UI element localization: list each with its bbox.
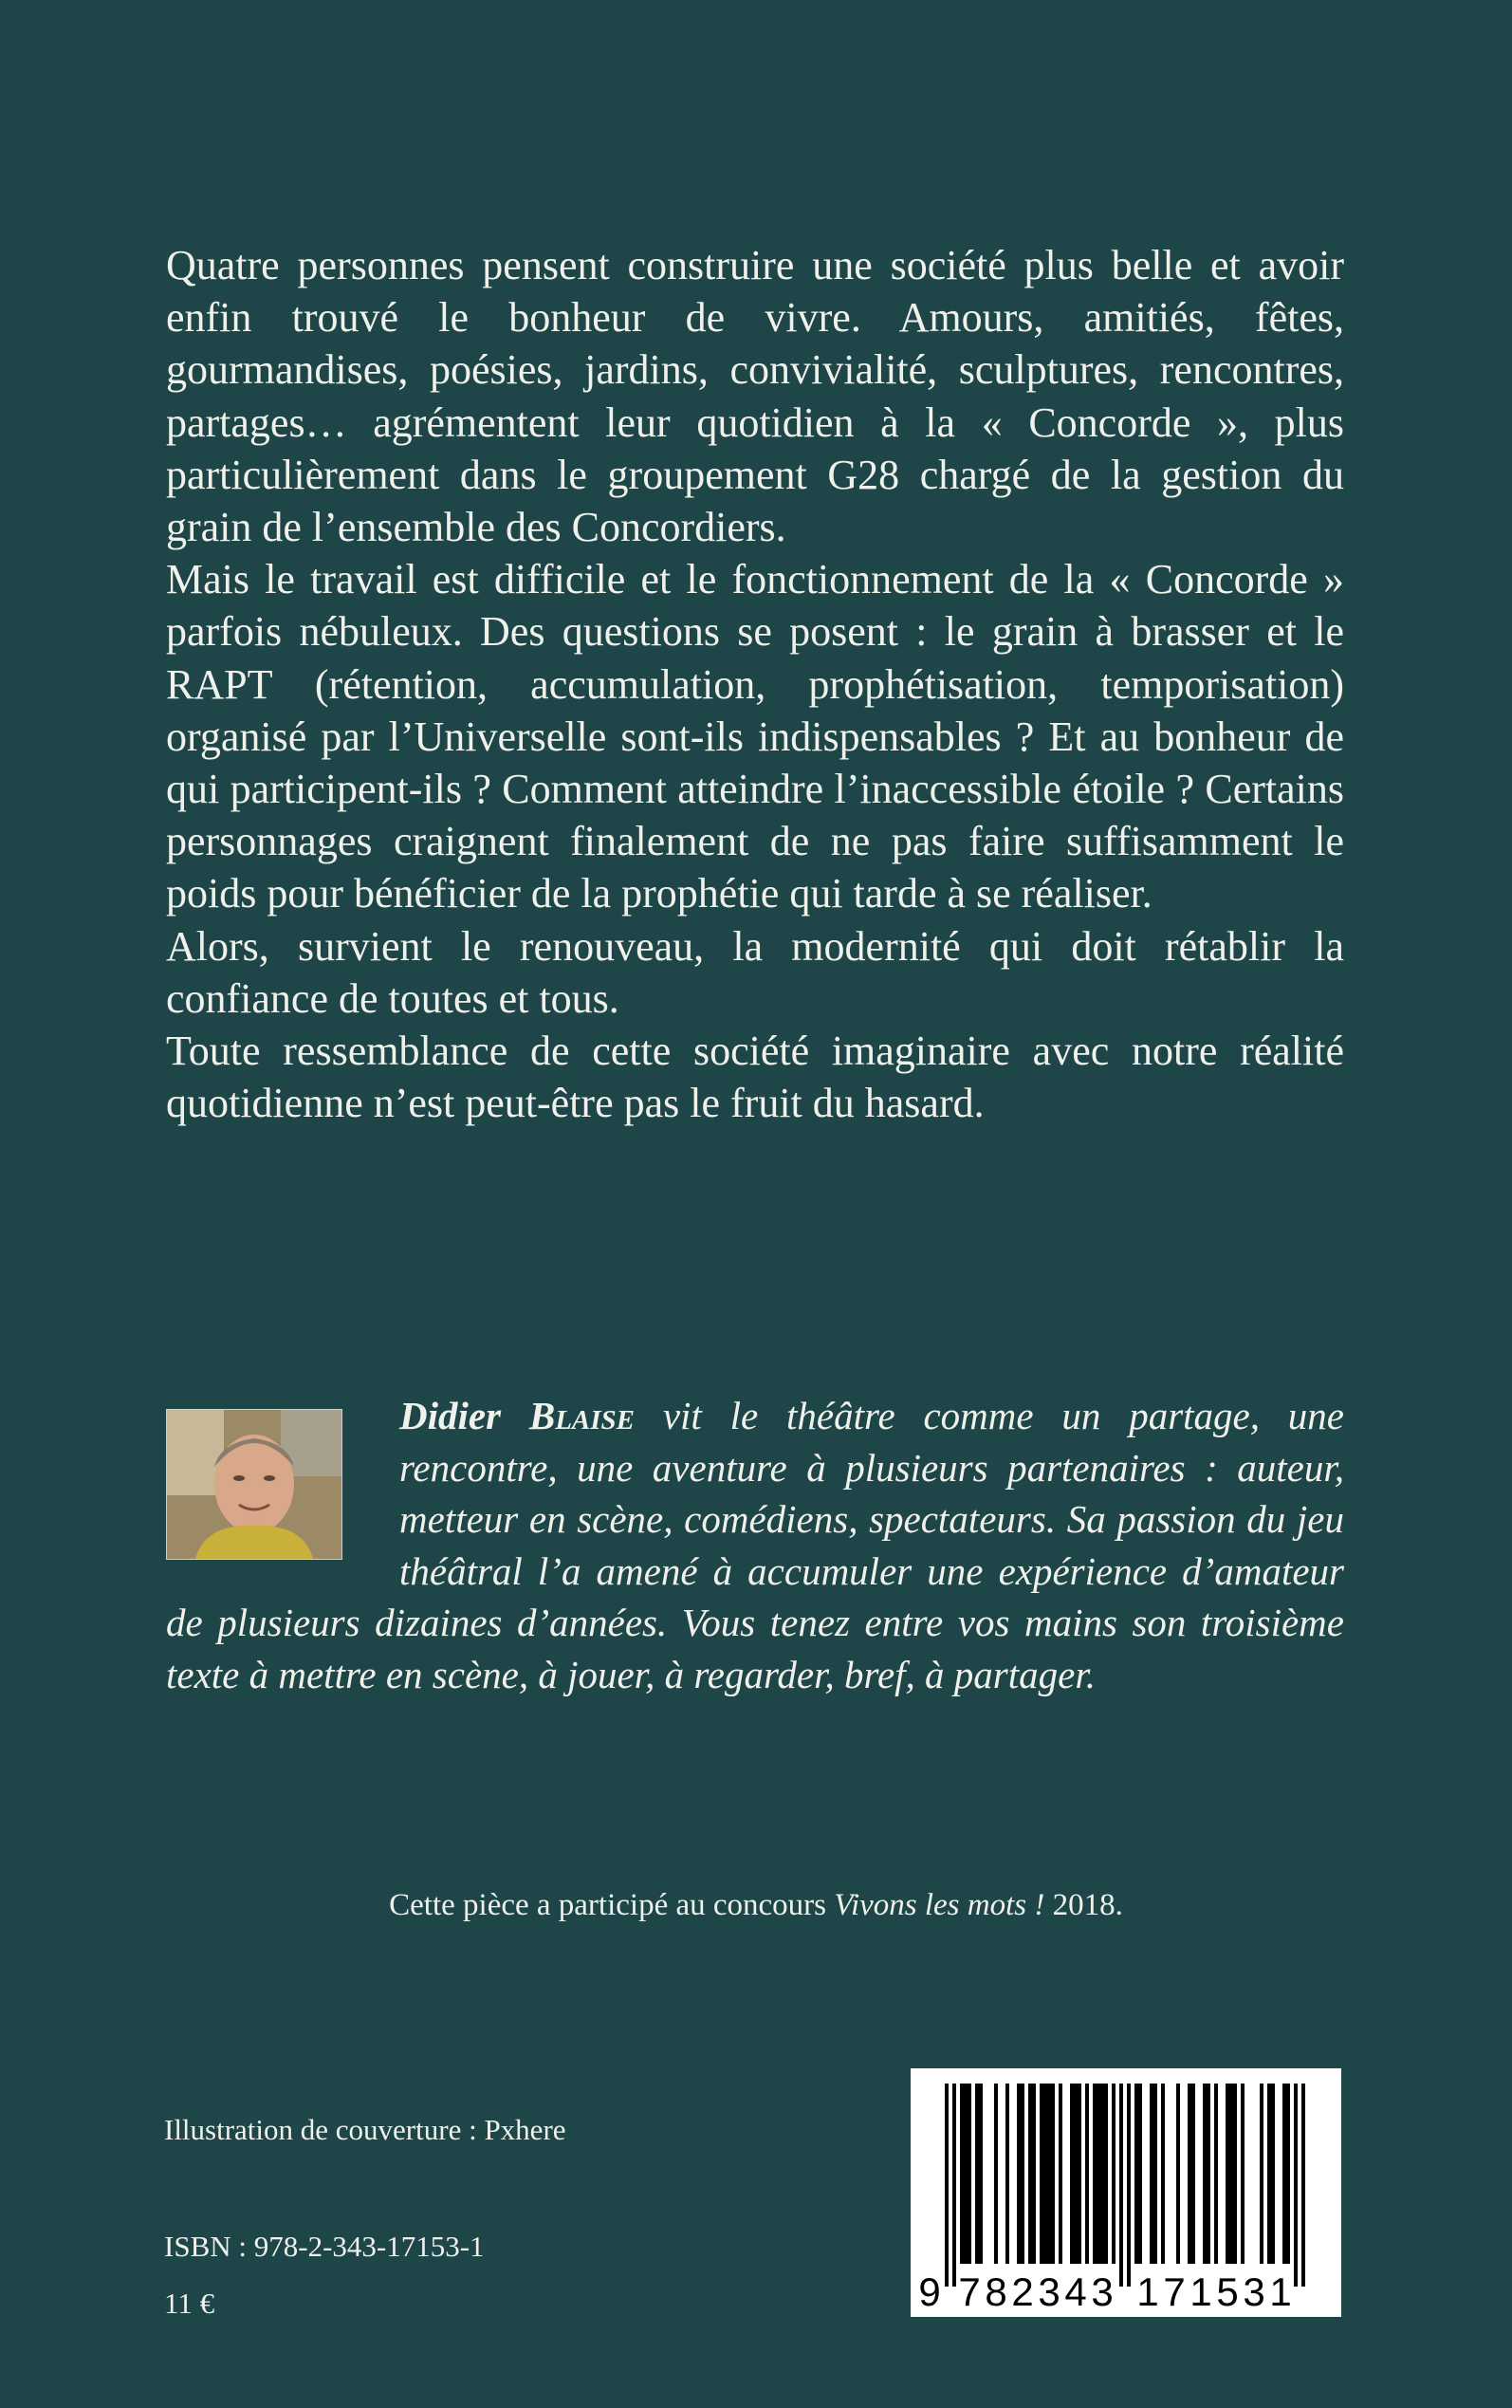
barcode-digit: 3	[1038, 2269, 1060, 2314]
barcode-bar	[945, 2084, 949, 2287]
barcode-digit: 1	[1136, 2269, 1159, 2314]
barcode	[911, 2068, 1341, 2317]
barcode-bar	[975, 2084, 979, 2264]
barcode-bar	[1286, 2084, 1290, 2264]
barcode-bar	[1229, 2084, 1233, 2264]
barcode-bar	[1127, 2084, 1131, 2287]
barcode-digit: 8	[985, 2269, 1007, 2314]
author-portrait-image	[167, 1410, 341, 1559]
barcode-bar	[1119, 2084, 1123, 2287]
barcode-bar	[1078, 2084, 1081, 2264]
barcode-bar	[1059, 2084, 1062, 2264]
barcode-bar	[1097, 2084, 1100, 2264]
blurb-paragraph: Alors, survient le renouveau, la modernité qui doit rétablir la confiance de toutes et tous.	[166, 922, 1344, 1022]
author-surname: Blaise	[528, 1394, 636, 1437]
price-text: 11 €	[164, 2287, 215, 2320]
barcode-bar	[964, 2084, 968, 2264]
barcode-bar	[1104, 2084, 1108, 2264]
barcode-bar	[968, 2084, 971, 2264]
barcode-bar	[1093, 2084, 1097, 2264]
blurb-paragraph: Quatre personnes pensent construire une société plus belle et avoir enfin trouvé le bonheur de vivre. Amours, amitiés, fêtes, gourmandises, poésies, jardins, convivialité, sculptures, rencontres, partages… agrémentent leur quotidien à la « Concorde », plus particulièrement dans le groupement G28 chargé de la gestion du grain de l’ensemble des Concordiers.	[166, 242, 1344, 551]
barcode-bar	[1085, 2084, 1089, 2264]
barcode-bar	[1207, 2084, 1210, 2264]
barcode-bar	[1138, 2084, 1142, 2264]
barcode-digit: 9	[918, 2269, 941, 2314]
barcode-bar	[1150, 2084, 1153, 2264]
barcode-bar	[960, 2084, 964, 2264]
barcode-bar	[1161, 2084, 1165, 2264]
barcode-bar	[1040, 2084, 1043, 2264]
barcode-digit: 1	[1269, 2269, 1292, 2314]
barcode-bar	[1214, 2084, 1218, 2264]
barcode-bar	[1233, 2084, 1237, 2264]
barcode-bar	[1176, 2084, 1180, 2264]
author-first-name: Didier	[399, 1394, 502, 1437]
barcode-bar	[1267, 2084, 1271, 2264]
barcode-bar	[952, 2084, 956, 2287]
barcode-bar	[1188, 2084, 1191, 2264]
contest-prefix: Cette pièce a participé au concours	[389, 1888, 835, 1922]
barcode-bar	[1226, 2084, 1229, 2264]
back-cover-blurb	[166, 239, 1344, 1129]
barcode-bar	[1241, 2084, 1245, 2264]
barcode-digit: 1	[1189, 2269, 1212, 2314]
barcode-bar	[1070, 2084, 1074, 2264]
barcode-bar	[1271, 2084, 1275, 2264]
barcode-bar	[1260, 2084, 1263, 2264]
barcode-bar	[1112, 2084, 1116, 2264]
isbn-text: ISBN : 978-2-343-17153-1	[164, 2230, 485, 2263]
barcode-digit: 3	[1091, 2269, 1114, 2314]
barcode-bar	[1153, 2084, 1157, 2264]
barcode-bar	[1005, 2084, 1009, 2264]
barcode-graphic	[911, 2068, 1341, 2317]
barcode-digit: 3	[1243, 2269, 1265, 2314]
barcode-bar	[1074, 2084, 1078, 2264]
barcode-bar	[1047, 2084, 1051, 2264]
barcode-bar	[1134, 2084, 1138, 2264]
barcode-bar	[1017, 2084, 1021, 2264]
author-bio-section	[166, 1390, 1344, 1700]
author-bio-text: vit le théâtre comme un partage, une rencontre, une aventure à plusieurs partenaires : auteur, metteur en scène, comédiens, spectateurs. Sa passion du jeu théâtral l’a amené à accumuler une expérience d’amateur de plusieurs dizaines d’années. Vous tenez entre vos mains son troisième texte à mettre en scène, à jouer, à regarder, bref, à partager.	[166, 1394, 1344, 1696]
barcode-bar	[1203, 2084, 1207, 2264]
cover-illustration-credit: Illustration de couverture : Pxhere	[164, 2113, 566, 2146]
barcode-digit: 2	[1011, 2269, 1034, 2314]
barcode-digit: 7	[1163, 2269, 1186, 2314]
contest-suffix: 2018.	[1044, 1888, 1123, 1922]
contest-note	[0, 1888, 1512, 1923]
barcode-bar	[1282, 2084, 1286, 2264]
blurb-paragraph: Toute ressemblance de cette société imaginaire avec notre réalité quotidienne n’est peut-être pas le fruit du hasard.	[166, 1028, 1344, 1127]
barcode-bar	[1301, 2084, 1305, 2287]
barcode-bar	[1100, 2084, 1104, 2264]
barcode-digit: 4	[1064, 2269, 1087, 2314]
barcode-bar	[1294, 2084, 1298, 2287]
barcode-digit: 7	[958, 2269, 981, 2314]
barcode-digit: 5	[1216, 2269, 1239, 2314]
contest-title: Vivons les mots !	[834, 1888, 1045, 1922]
barcode-bar	[1028, 2084, 1032, 2264]
barcode-bar	[1032, 2084, 1036, 2264]
barcode-bar	[1043, 2084, 1047, 2264]
barcode-bar	[979, 2084, 983, 2264]
barcode-bar	[1051, 2084, 1055, 2264]
blurb-paragraph: Mais le travail est difficile et le fonctionnement de la « Concorde » parfois nébuleux. Des questions se posent : le grain à brasser et le RAPT (rétention, accumulation, prophétisation, temporisation) organisé par l’Universelle sont-ils indispensables ? Et au bonheur de qui participent-ils ? Comment atteindre l’inaccessible étoile ? Certains personnages craignent finalement de ne pas faire suffisamment le poids pour bénéficier de la prophétie qui tarde à se réaliser.	[166, 556, 1344, 917]
barcode-bar	[1021, 2084, 1024, 2264]
barcode-bar	[1191, 2084, 1195, 2264]
author-photo	[166, 1409, 342, 1560]
barcode-bar	[994, 2084, 998, 2264]
